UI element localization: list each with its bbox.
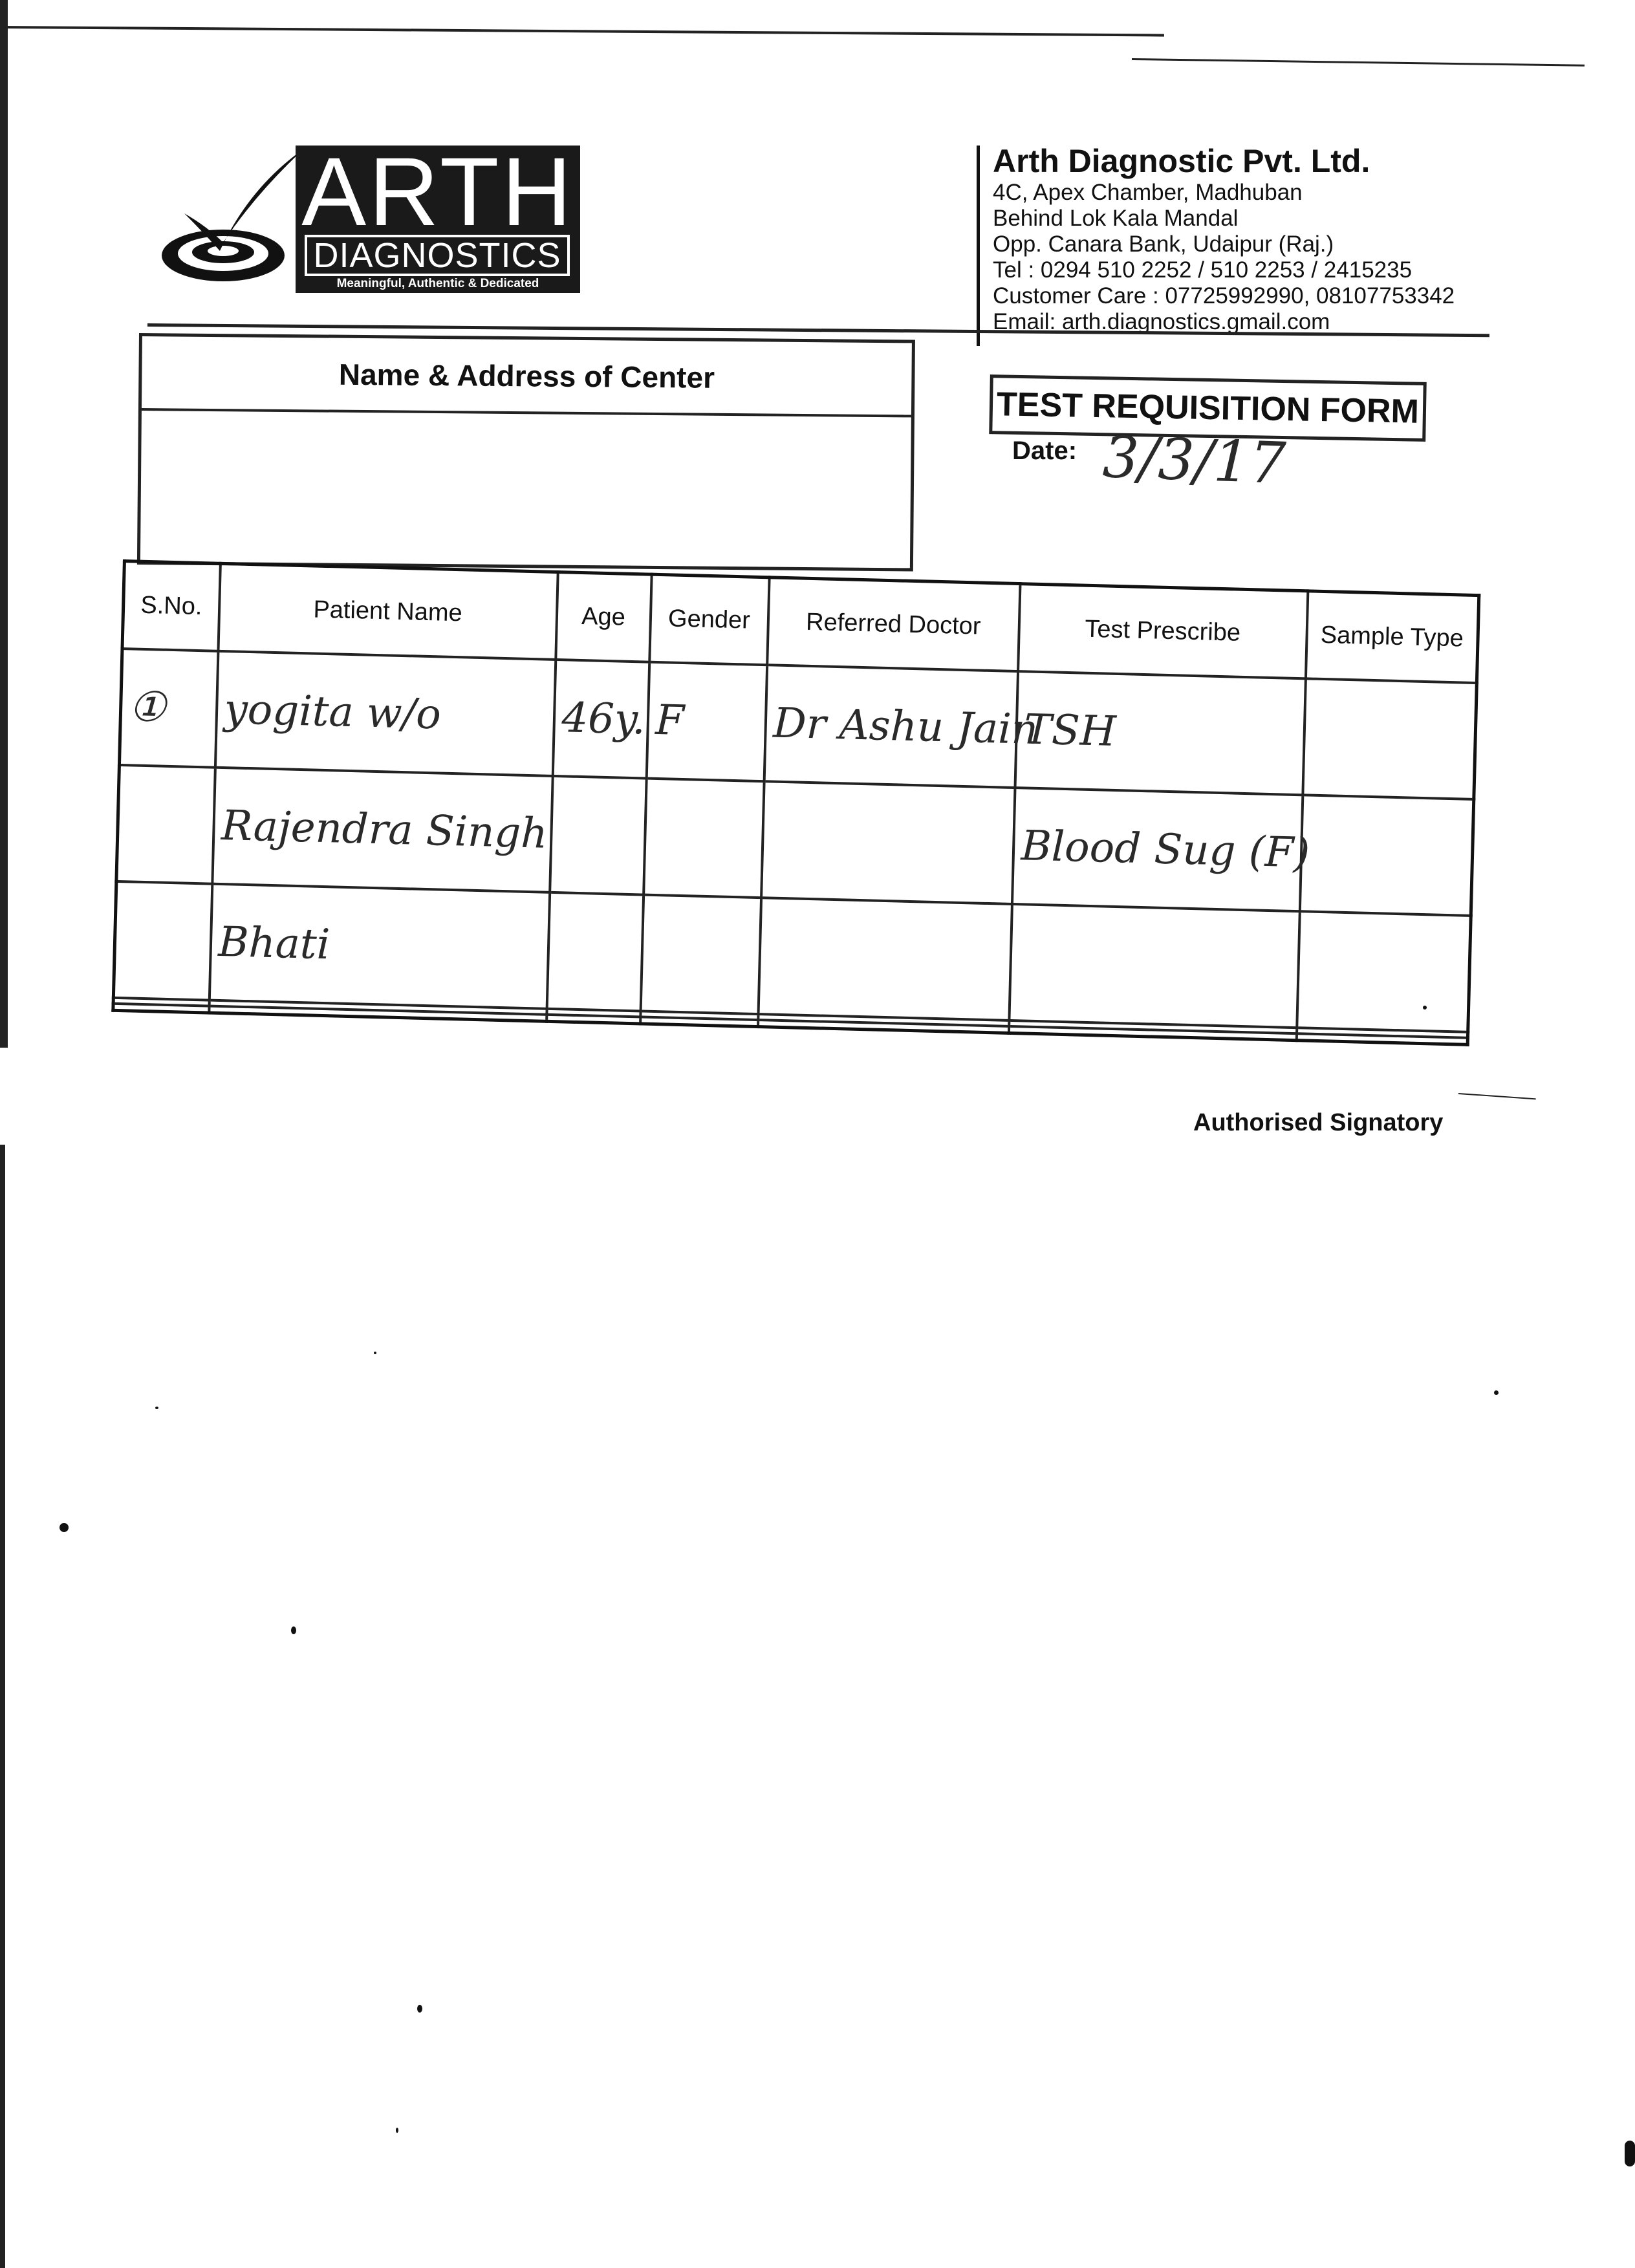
cell-gender [640, 894, 761, 1014]
cell-referred-doctor: Dr Ashu Jain [764, 665, 1017, 788]
scan-speck [1494, 1390, 1499, 1395]
column-header: Age [556, 572, 651, 662]
scan-speck [60, 1523, 69, 1532]
cell-referred-doctor [758, 898, 1012, 1021]
scan-speck [1625, 2141, 1635, 2166]
company-name: Arth Diagnostic Pvt. Ltd. [993, 143, 1370, 179]
cell-gender: F [646, 662, 766, 781]
address-line: Opp. Canara Bank, Udaipur (Raj.) [993, 232, 1334, 257]
logo-wordmark: ARTH [301, 137, 574, 246]
cell-test-prescribe: TSH [1015, 671, 1305, 795]
phone-line: Tel : 0294 510 2252 / 510 2253 / 2415235 [993, 257, 1413, 283]
date-label: Date: [1012, 437, 1077, 465]
scan-speck [417, 2005, 422, 2013]
cell-sno: ① [119, 649, 218, 768]
scan-speck [374, 1352, 376, 1354]
check-target-icon [158, 136, 307, 285]
customer-care-line: Customer Care : 07725992990, 08107753342 [993, 283, 1455, 308]
arth-logo [158, 136, 585, 297]
authorised-signatory-label: Authorised Signatory [1193, 1109, 1444, 1136]
cell-sno [116, 765, 215, 884]
column-header: Test Prescribe [1018, 584, 1308, 678]
requisition-table [111, 559, 1477, 1046]
email-line: Email: arth.diagnostics.gmail.com [993, 309, 1330, 334]
scan-edge-left-bottom [0, 1145, 5, 2268]
scan-speck [396, 2128, 398, 2133]
scan-speck [155, 1407, 158, 1409]
scan-edge-left-top [0, 0, 8, 1048]
cell-age [550, 776, 647, 895]
address-line: 4C, Apex Chamber, Madhuban [993, 180, 1303, 205]
cell-age [547, 892, 644, 1011]
signature-line [1458, 1093, 1536, 1099]
column-header: Referred Doctor [767, 578, 1020, 671]
scan-speck [1423, 1006, 1427, 1010]
cell-patient-name: Rajendra Singh [212, 767, 552, 892]
column-header: Patient Name [218, 563, 558, 659]
scan-speck [291, 1626, 296, 1634]
column-header: Sample Type [1305, 591, 1478, 683]
cell-sample-type [1303, 678, 1477, 799]
cell-sample-type [1297, 911, 1471, 1032]
address-line: Behind Lok Kala Mandal [993, 206, 1239, 231]
logo-wordmark-box [296, 137, 580, 293]
cell-sample-type [1299, 795, 1473, 916]
cell-test-prescribe: Blood Sug (F) [1012, 788, 1302, 911]
cell-gender [644, 778, 764, 898]
date-value: 3/3/17 [1101, 424, 1287, 497]
center-address-box [137, 333, 915, 571]
company-info [977, 142, 1533, 335]
logo-tagline: Meaningful, Authentic & Dedicated [336, 277, 539, 290]
scan-edge-top-right [1132, 58, 1585, 67]
logo-subline: DIAGNOSTICS [305, 235, 570, 276]
cell-patient-name: Bhati [209, 883, 549, 1008]
cell-patient-name: yogita w/o [215, 651, 555, 775]
form-title: TEST REQUISITION FORM [989, 374, 1427, 442]
cell-test-prescribe [1009, 904, 1299, 1028]
scan-edge-top [0, 26, 1164, 37]
center-box-heading: Name & Address of Center [142, 336, 912, 417]
column-header: S.No. [122, 561, 220, 651]
column-header: Gender [649, 574, 769, 665]
cell-referred-doctor [761, 781, 1015, 904]
cell-sno [113, 881, 212, 1000]
cell-age: 46y. [552, 659, 649, 778]
